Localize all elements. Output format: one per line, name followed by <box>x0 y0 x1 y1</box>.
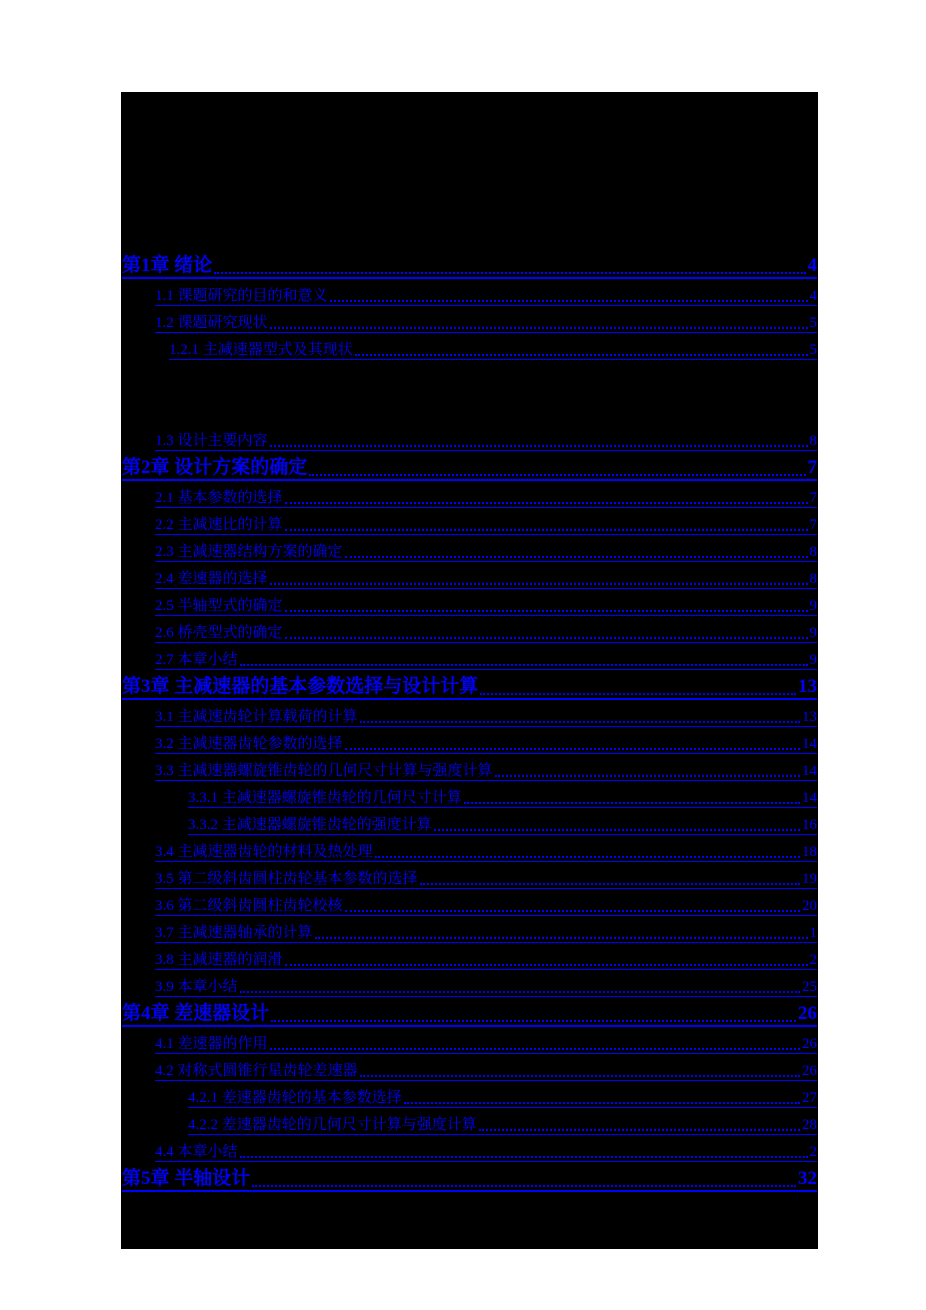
toc-entry-title: 第2章 设计方案的确定 <box>122 457 308 479</box>
toc-entry[interactable] <box>155 1027 817 1054</box>
toc-entry-title: 2.1 基本参数的选择 <box>155 489 283 506</box>
toc-entry[interactable] <box>155 970 817 997</box>
toc-entry-page: 27 <box>802 1089 817 1106</box>
toc-entry-title: 2.6 桥壳型式的确定 <box>155 624 283 641</box>
dot-leader <box>309 474 805 476</box>
toc-entry-title: 2.7 本章小结 <box>155 651 238 668</box>
toc-entry-page: 26 <box>798 1003 817 1025</box>
toc-entry-page: 14 <box>802 789 817 806</box>
toc-entry-page: 28 <box>802 1116 817 1133</box>
toc-entry[interactable] <box>155 508 817 535</box>
dot-leader <box>285 529 808 531</box>
toc-entry-title: 2.4 差速器的选择 <box>155 570 268 587</box>
dot-leader <box>480 693 796 695</box>
dot-leader <box>285 964 808 966</box>
toc-entry[interactable] <box>155 916 817 943</box>
toc-entry[interactable] <box>155 589 817 616</box>
dot-leader <box>271 1020 796 1022</box>
toc-entry-page: 14 <box>802 762 817 779</box>
toc-entry-title: 1.2.1 主减速器型式及其现状 <box>169 341 353 358</box>
toc-entry[interactable] <box>155 616 817 643</box>
toc-entry-title: 3.8 主减速器的润滑 <box>155 951 283 968</box>
toc-entry-page: 26 <box>802 1035 817 1052</box>
toc-entry[interactable] <box>155 424 817 451</box>
toc-entry-title: 3.3 主减速器螺旋锥齿轮的几何尺寸计算与强度计算 <box>155 762 493 779</box>
dot-leader <box>434 829 800 831</box>
toc-entry[interactable] <box>155 943 817 970</box>
toc-entry-title: 2.2 主减速比的计算 <box>155 516 283 533</box>
dot-leader <box>360 721 800 723</box>
dot-leader <box>404 1102 800 1104</box>
toc-entry[interactable] <box>122 997 817 1027</box>
toc-entry[interactable] <box>188 781 817 808</box>
toc-entry-page: 9 <box>809 624 817 641</box>
dot-leader <box>360 1075 800 1077</box>
dot-leader <box>464 802 800 804</box>
toc-entry-title: 4.1 差速器的作用 <box>155 1035 268 1052</box>
toc-entry-title: 第1章 绪论 <box>122 255 213 277</box>
dot-leader <box>270 1048 800 1050</box>
dot-leader <box>495 775 800 777</box>
dot-leader <box>240 991 800 993</box>
toc-entry[interactable] <box>122 249 817 279</box>
dot-leader <box>285 610 808 612</box>
toc-entry[interactable] <box>155 562 817 589</box>
toc-entry[interactable] <box>188 1108 817 1135</box>
toc-entry-title: 2.5 半轴型式的确定 <box>155 597 283 614</box>
toc-entry[interactable] <box>155 835 817 862</box>
toc-entry[interactable] <box>155 862 817 889</box>
toc-entry-page: 8 <box>809 543 817 560</box>
toc-entry-page: 4 <box>809 287 817 304</box>
dot-leader <box>270 445 808 447</box>
toc-entry-page: 5 <box>809 341 817 358</box>
toc-entry-page: 2 <box>809 951 817 968</box>
toc-entry-title: 3.2 主减速器齿轮参数的选择 <box>155 735 343 752</box>
toc-entry-title: 第3章 主减速器的基本参数选择与设计计算 <box>122 676 479 698</box>
toc-entry-title: 3.5 第二级斜齿圆柱齿轮基本参数的选择 <box>155 870 418 887</box>
toc-entry-page: 16 <box>802 816 817 833</box>
toc-entry-title: 1.2 课题研究现状 <box>155 314 268 331</box>
toc-entry-page: 19 <box>802 870 817 887</box>
dot-leader <box>345 556 808 558</box>
toc-entry-page: 8 <box>809 570 817 587</box>
toc-entry-title: 第5章 半轴设计 <box>122 1168 251 1190</box>
toc-entry-page: 9 <box>809 651 817 668</box>
toc-entry[interactable] <box>122 1162 817 1192</box>
document-page <box>121 92 818 1249</box>
toc-entry[interactable] <box>155 643 817 670</box>
toc-entry-title: 3.4 主减速器齿轮的材料及热处理 <box>155 843 373 860</box>
toc-entry-title: 4.2.2 差速器齿轮的几何尺寸计算与强度计算 <box>188 1116 477 1133</box>
toc-entry-page: 7 <box>809 516 817 533</box>
dot-leader <box>270 583 808 585</box>
toc-entry-page: 25 <box>802 978 817 995</box>
toc-entry[interactable] <box>155 700 817 727</box>
toc-entry-title: 3.6 第二级斜齿圆柱齿轮校核 <box>155 897 343 914</box>
toc-entry[interactable] <box>155 481 817 508</box>
toc-entry-page: 20 <box>802 897 817 914</box>
toc-entry-title: 4.4 本章小结 <box>155 1143 238 1160</box>
toc-entry[interactable] <box>155 754 817 781</box>
toc-entry-title: 3.1 主减速齿轮计算载荷的计算 <box>155 708 358 725</box>
toc-entry-page: 32 <box>798 1168 817 1190</box>
toc-entry-title: 3.7 主减速器轴承的计算 <box>155 924 313 941</box>
toc-entry-page: 7 <box>807 457 817 479</box>
toc-entry-page: 26 <box>802 1062 817 1079</box>
dot-leader <box>270 327 808 329</box>
dot-leader <box>285 502 808 504</box>
toc-entry[interactable] <box>122 451 817 481</box>
toc-entry-title: 1.3 设计主要内容 <box>155 432 268 449</box>
toc-entry-page: 7 <box>809 489 817 506</box>
toc-entry[interactable] <box>155 1135 817 1162</box>
dot-leader <box>355 354 808 356</box>
dot-leader <box>285 637 808 639</box>
dot-leader <box>214 272 805 274</box>
dot-leader <box>345 910 800 912</box>
toc-entry-title: 2.3 主减速器结构方案的确定 <box>155 543 343 560</box>
toc-entry-page: 14 <box>802 735 817 752</box>
toc-entry-title: 4.2 对称式圆锥行星齿轮差速器 <box>155 1062 358 1079</box>
toc-entry-title: 1.1 课题研究的目的和意义 <box>155 287 328 304</box>
dot-leader <box>240 1156 808 1158</box>
toc-entry-page: 9 <box>809 597 817 614</box>
dot-leader <box>330 300 808 302</box>
toc-entry-title: 3.3.1 主减速器螺旋锥齿轮的几何尺寸计算 <box>188 789 462 806</box>
toc-entry-page: 1 <box>809 924 817 941</box>
toc-entry[interactable] <box>155 727 817 754</box>
toc-entry-page: 18 <box>802 843 817 860</box>
toc-entry[interactable] <box>155 889 817 916</box>
toc-entry[interactable] <box>188 808 817 835</box>
toc-entry-title: 4.2.1 差速器齿轮的基本参数选择 <box>188 1089 402 1106</box>
toc-entry-title: 3.3.2 主减速器螺旋锥齿轮的强度计算 <box>188 816 432 833</box>
dot-leader <box>345 748 800 750</box>
dot-leader <box>479 1129 800 1131</box>
toc-entry[interactable] <box>155 535 817 562</box>
dot-leader <box>420 883 800 885</box>
dot-leader <box>252 1185 796 1187</box>
dot-leader <box>375 856 800 858</box>
toc-entry-page: 5 <box>809 314 817 331</box>
toc-entry-page: 4 <box>807 255 817 277</box>
toc-entry-page: 2 <box>809 1143 817 1160</box>
dot-leader <box>240 664 808 666</box>
toc-entry[interactable] <box>155 306 817 333</box>
toc-entry[interactable] <box>188 1081 817 1108</box>
toc-entry[interactable] <box>122 670 817 700</box>
toc-entry-page: 13 <box>798 676 817 698</box>
toc-entry[interactable] <box>169 333 817 360</box>
toc-entry-title: 第4章 差速器设计 <box>122 1003 270 1025</box>
toc-entry-page: 13 <box>802 708 817 725</box>
dot-leader <box>315 937 808 939</box>
toc-entry-title: 3.9 本章小结 <box>155 978 238 995</box>
toc-entry[interactable] <box>155 279 817 306</box>
toc-entry-page: 8 <box>809 432 817 449</box>
toc-entry[interactable] <box>155 1054 817 1081</box>
table-of-contents <box>121 92 818 1192</box>
